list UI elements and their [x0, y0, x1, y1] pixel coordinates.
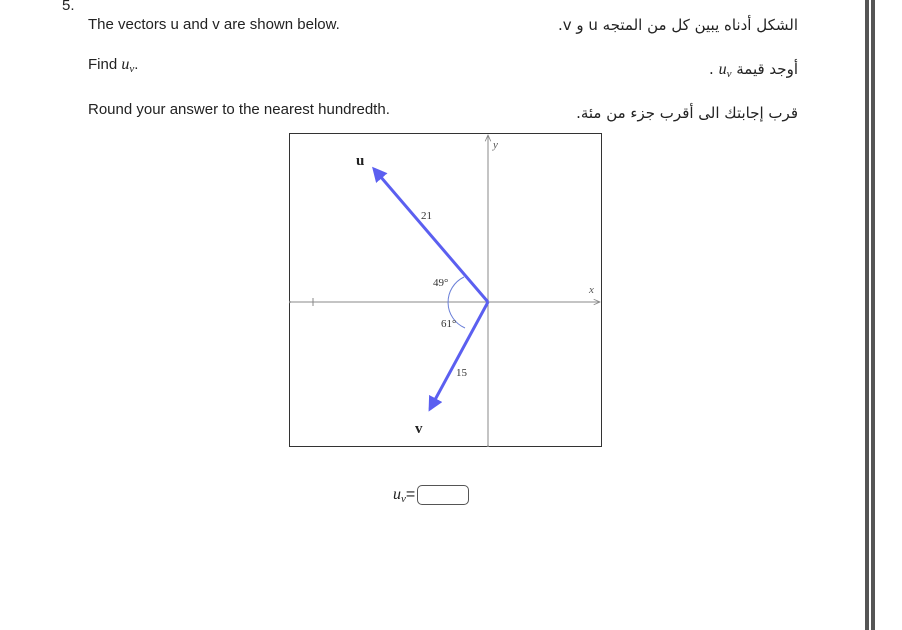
vector-u-label: u	[356, 153, 365, 169]
v-angle-label: 61°	[441, 318, 457, 330]
find-ar-subscript: v	[726, 68, 732, 80]
u-magnitude-label: 21	[421, 210, 432, 222]
right-border-line	[865, 0, 869, 630]
find-ar-variable-group	[719, 60, 732, 78]
find-variable: u	[121, 56, 130, 73]
find-suffix: .	[134, 56, 139, 73]
vector-figure	[289, 133, 602, 447]
question-number: 5.	[62, 0, 75, 14]
figure-frame	[290, 134, 602, 447]
v-magnitude-label: 15	[456, 367, 467, 379]
vector-v-label: v	[415, 421, 423, 437]
find-ar-prefix: أوجد قيمة	[736, 60, 798, 78]
x-axis-label: x	[589, 284, 594, 296]
answer-subscript: v	[401, 492, 406, 505]
instruction-en-round: Round your answer to the nearest hundredth.	[88, 101, 390, 118]
vector-diagram	[289, 133, 602, 447]
answer-label	[393, 486, 415, 505]
instruction-ar-round: قرب إجابتك الى أقرب جزء من مئة.	[576, 104, 798, 122]
answer-variable: u	[393, 485, 401, 503]
instruction-en-vectors: The vectors u and v are shown below.	[88, 16, 340, 33]
answer-input[interactable]	[417, 485, 469, 505]
u-angle-label: 49°	[433, 277, 449, 289]
y-axis-label: y	[493, 139, 498, 151]
find-subscript: v	[129, 63, 135, 75]
instruction-ar-vectors: الشكل أدناه يبين كل من المتجه u و v.	[557, 16, 798, 34]
answer-row	[393, 485, 469, 505]
answer-equals: =	[405, 485, 416, 503]
right-border-line-inner	[871, 0, 875, 630]
instruction-en-find	[88, 56, 138, 75]
find-ar-variable: u	[718, 61, 727, 78]
instruction-ar-find	[709, 60, 798, 80]
find-ar-suffix: .	[709, 60, 714, 78]
find-prefix: Find	[88, 56, 118, 73]
